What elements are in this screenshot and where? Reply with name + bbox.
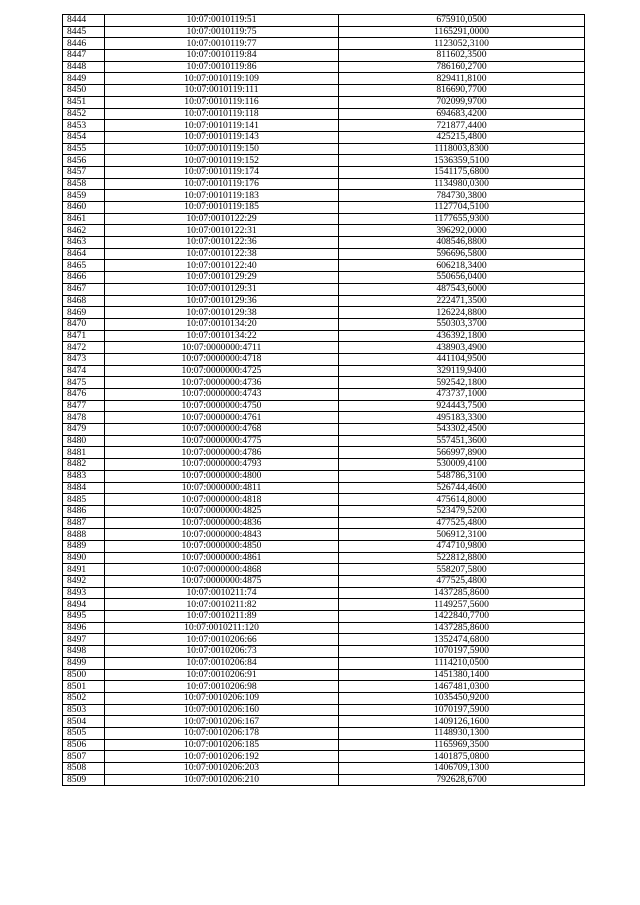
row-number-cell: 8498 [63, 646, 105, 658]
cadastral-number-cell: 10:07:0010206:73 [105, 646, 339, 658]
value-cell: 1035450,9200 [339, 692, 585, 704]
cadastral-number-cell: 10:07:0000000:4743 [105, 389, 339, 401]
value-cell: 1123052,3100 [339, 38, 585, 50]
table-row [63, 540, 585, 552]
row-number-cell: 8505 [63, 727, 105, 739]
cadastral-number-cell: 10:07:0010119:176 [105, 178, 339, 190]
row-number-cell: 8457 [63, 166, 105, 178]
row-number-cell: 8449 [63, 73, 105, 85]
cadastral-number-cell: 10:07:0000000:4868 [105, 564, 339, 576]
table-row [63, 505, 585, 517]
value-cell: 1070197,5900 [339, 704, 585, 716]
cadastral-number-cell: 10:07:0010122:38 [105, 248, 339, 260]
value-cell: 550303,3700 [339, 318, 585, 330]
table-row [63, 73, 585, 85]
cadastral-number-cell: 10:07:0010206:160 [105, 704, 339, 716]
cadastral-number-cell: 10:07:0010119:183 [105, 190, 339, 202]
table-row [63, 517, 585, 529]
row-number-cell: 8451 [63, 96, 105, 108]
cadastral-number-cell: 10:07:0010206:167 [105, 716, 339, 728]
value-cell: 924443,7500 [339, 400, 585, 412]
row-number-cell: 8496 [63, 622, 105, 634]
cadastral-number-cell: 10:07:0010122:29 [105, 213, 339, 225]
table-row [63, 318, 585, 330]
cadastral-number-cell: 10:07:0010129:36 [105, 295, 339, 307]
value-cell: 606218,3400 [339, 260, 585, 272]
row-number-cell: 8509 [63, 774, 105, 786]
cadastral-number-cell: 10:07:0010134:22 [105, 330, 339, 342]
row-number-cell: 8506 [63, 739, 105, 751]
value-cell: 126224,8800 [339, 307, 585, 319]
cadastral-number-cell: 10:07:0010129:29 [105, 272, 339, 284]
row-number-cell: 8455 [63, 143, 105, 155]
value-cell: 557451,3600 [339, 435, 585, 447]
cadastral-number-cell: 10:07:0010211:74 [105, 587, 339, 599]
row-number-cell: 8458 [63, 178, 105, 190]
cadastral-number-cell: 10:07:0010134:20 [105, 318, 339, 330]
row-number-cell: 8493 [63, 587, 105, 599]
table-row [63, 50, 585, 62]
value-cell: 329119,9400 [339, 365, 585, 377]
row-number-cell: 8504 [63, 716, 105, 728]
table-row [63, 564, 585, 576]
value-cell: 675910,0500 [339, 15, 585, 27]
row-number-cell: 8465 [63, 260, 105, 272]
cadastral-number-cell: 10:07:0010122:36 [105, 237, 339, 249]
cadastral-number-cell: 10:07:0010119:152 [105, 155, 339, 167]
row-number-cell: 8478 [63, 412, 105, 424]
row-number-cell: 8494 [63, 599, 105, 611]
row-number-cell: 8495 [63, 611, 105, 623]
table-row [63, 272, 585, 284]
value-cell: 1118003,8300 [339, 143, 585, 155]
cadastral-number-cell: 10:07:0010119:118 [105, 108, 339, 120]
row-number-cell: 8486 [63, 505, 105, 517]
row-number-cell: 8448 [63, 61, 105, 73]
cadastral-number-cell: 10:07:0000000:4843 [105, 529, 339, 541]
table-row [63, 435, 585, 447]
row-number-cell: 8472 [63, 342, 105, 354]
table-row [63, 681, 585, 693]
table-row [63, 26, 585, 38]
cadastral-number-cell: 10:07:0000000:4775 [105, 435, 339, 447]
row-number-cell: 8500 [63, 669, 105, 681]
cadastral-number-cell: 10:07:0010119:109 [105, 73, 339, 85]
value-cell: 1437285,8600 [339, 622, 585, 634]
row-number-cell: 8447 [63, 50, 105, 62]
cadastral-number-cell: 10:07:0000000:4850 [105, 540, 339, 552]
table-row [63, 108, 585, 120]
cadastral-number-cell: 10:07:0010211:82 [105, 599, 339, 611]
value-cell: 1165291,0000 [339, 26, 585, 38]
value-cell: 1114210,0500 [339, 657, 585, 669]
value-cell: 475614,8000 [339, 494, 585, 506]
table-row [63, 213, 585, 225]
cadastral-number-cell: 10:07:0000000:4875 [105, 576, 339, 588]
value-cell: 477525,4800 [339, 576, 585, 588]
table-row [63, 190, 585, 202]
cadastral-number-cell: 10:07:0010119:84 [105, 50, 339, 62]
table-row [63, 283, 585, 295]
table-row [63, 470, 585, 482]
row-number-cell: 8462 [63, 225, 105, 237]
table-row [63, 353, 585, 365]
table-row [63, 751, 585, 763]
table-row [63, 634, 585, 646]
row-number-cell: 8499 [63, 657, 105, 669]
value-cell: 1134980,0300 [339, 178, 585, 190]
cadastral-number-cell: 10:07:0010119:150 [105, 143, 339, 155]
cadastral-number-cell: 10:07:0000000:4786 [105, 447, 339, 459]
table-row [63, 774, 585, 786]
table-row [63, 599, 585, 611]
row-number-cell: 8469 [63, 307, 105, 319]
cadastral-number-cell: 10:07:0010206:84 [105, 657, 339, 669]
value-cell: 1148930,1300 [339, 727, 585, 739]
value-cell: 721877,4400 [339, 120, 585, 132]
table-row [63, 424, 585, 436]
value-cell: 425215,4800 [339, 131, 585, 143]
value-cell: 816690,7700 [339, 85, 585, 97]
value-cell: 1127704,5100 [339, 202, 585, 214]
value-cell: 441104,9500 [339, 353, 585, 365]
table-row [63, 248, 585, 260]
table-row [63, 727, 585, 739]
value-cell: 396292,0000 [339, 225, 585, 237]
table-row [63, 143, 585, 155]
table-row [63, 459, 585, 471]
row-number-cell: 8454 [63, 131, 105, 143]
row-number-cell: 8461 [63, 213, 105, 225]
table-row [63, 389, 585, 401]
cadastral-number-cell: 10:07:0010119:86 [105, 61, 339, 73]
value-cell: 1177655,9300 [339, 213, 585, 225]
table-row [63, 15, 585, 27]
row-number-cell: 8459 [63, 190, 105, 202]
cadastral-number-cell: 10:07:0010129:31 [105, 283, 339, 295]
table-row [63, 529, 585, 541]
value-cell: 786160,2700 [339, 61, 585, 73]
cadastral-number-cell: 10:07:0010206:210 [105, 774, 339, 786]
value-cell: 487543,6000 [339, 283, 585, 295]
cadastral-number-cell: 10:07:0010119:143 [105, 131, 339, 143]
cadastral-number-cell: 10:07:0000000:4836 [105, 517, 339, 529]
cadastral-number-cell: 10:07:0000000:4761 [105, 412, 339, 424]
row-number-cell: 8485 [63, 494, 105, 506]
value-cell: 792628,6700 [339, 774, 585, 786]
value-cell: 1541175,6800 [339, 166, 585, 178]
row-number-cell: 8477 [63, 400, 105, 412]
value-cell: 1070197,5900 [339, 646, 585, 658]
row-number-cell: 8497 [63, 634, 105, 646]
cadastral-number-cell: 10:07:0000000:4793 [105, 459, 339, 471]
value-cell: 438903,4900 [339, 342, 585, 354]
table-row [63, 96, 585, 108]
row-number-cell: 8484 [63, 482, 105, 494]
table-row [63, 716, 585, 728]
cadastral-number-cell: 10:07:0010206:66 [105, 634, 339, 646]
cadastral-value-table [62, 14, 585, 786]
table-row [63, 763, 585, 775]
value-cell: 550656,0400 [339, 272, 585, 284]
value-cell: 1406709,1300 [339, 763, 585, 775]
row-number-cell: 8482 [63, 459, 105, 471]
row-number-cell: 8446 [63, 38, 105, 50]
table-row [63, 412, 585, 424]
value-cell: 526744,4600 [339, 482, 585, 494]
table-row [63, 646, 585, 658]
row-number-cell: 8474 [63, 365, 105, 377]
value-cell: 784730,3800 [339, 190, 585, 202]
value-cell: 222471,3500 [339, 295, 585, 307]
value-cell: 436392,1800 [339, 330, 585, 342]
row-number-cell: 8503 [63, 704, 105, 716]
table-row [63, 494, 585, 506]
cadastral-number-cell: 10:07:0000000:4718 [105, 353, 339, 365]
row-number-cell: 8467 [63, 283, 105, 295]
table-row [63, 447, 585, 459]
cadastral-number-cell: 10:07:0010122:31 [105, 225, 339, 237]
cadastral-number-cell: 10:07:0010211:89 [105, 611, 339, 623]
cadastral-number-cell: 10:07:0010206:98 [105, 681, 339, 693]
row-number-cell: 8489 [63, 540, 105, 552]
table-row [63, 552, 585, 564]
row-number-cell: 8487 [63, 517, 105, 529]
row-number-cell: 8479 [63, 424, 105, 436]
cadastral-number-cell: 10:07:0000000:4725 [105, 365, 339, 377]
table-row [63, 692, 585, 704]
value-cell: 1352474,6800 [339, 634, 585, 646]
cadastral-number-cell: 10:07:0010119:174 [105, 166, 339, 178]
cadastral-number-cell: 10:07:0010119:111 [105, 85, 339, 97]
cadastral-number-cell: 10:07:0010119:77 [105, 38, 339, 50]
value-cell: 477525,4800 [339, 517, 585, 529]
table-row [63, 342, 585, 354]
value-cell: 1409126,1600 [339, 716, 585, 728]
row-number-cell: 8481 [63, 447, 105, 459]
table-row [63, 377, 585, 389]
row-number-cell: 8456 [63, 155, 105, 167]
value-cell: 473737,1000 [339, 389, 585, 401]
cadastral-number-cell: 10:07:0000000:4736 [105, 377, 339, 389]
table-row [63, 704, 585, 716]
row-number-cell: 8475 [63, 377, 105, 389]
cadastral-number-cell: 10:07:0010206:178 [105, 727, 339, 739]
row-number-cell: 8450 [63, 85, 105, 97]
cadastral-number-cell: 10:07:0010206:109 [105, 692, 339, 704]
row-number-cell: 8507 [63, 751, 105, 763]
value-cell: 522812,8800 [339, 552, 585, 564]
value-cell: 1149257,5600 [339, 599, 585, 611]
row-number-cell: 8483 [63, 470, 105, 482]
cadastral-number-cell: 10:07:0000000:4800 [105, 470, 339, 482]
cadastral-number-cell: 10:07:0010119:141 [105, 120, 339, 132]
cadastral-number-cell: 10:07:0010206:203 [105, 763, 339, 775]
cadastral-number-cell: 10:07:0000000:4818 [105, 494, 339, 506]
value-cell: 829411,8100 [339, 73, 585, 85]
value-cell: 1451380,1400 [339, 669, 585, 681]
value-cell: 811602,3500 [339, 50, 585, 62]
row-number-cell: 8473 [63, 353, 105, 365]
table-row [63, 669, 585, 681]
table-row [63, 295, 585, 307]
table-row [63, 482, 585, 494]
value-cell: 702099,9700 [339, 96, 585, 108]
row-number-cell: 8445 [63, 26, 105, 38]
table-row [63, 365, 585, 377]
cadastral-number-cell: 10:07:0010119:185 [105, 202, 339, 214]
value-cell: 1437285,8600 [339, 587, 585, 599]
cadastral-number-cell: 10:07:0010122:40 [105, 260, 339, 272]
row-number-cell: 8444 [63, 15, 105, 27]
table-row [63, 611, 585, 623]
table-row [63, 155, 585, 167]
cadastral-number-cell: 10:07:0000000:4750 [105, 400, 339, 412]
table-row [63, 61, 585, 73]
row-number-cell: 8502 [63, 692, 105, 704]
cadastral-number-cell: 10:07:0010119:116 [105, 96, 339, 108]
value-cell: 694683,4200 [339, 108, 585, 120]
row-number-cell: 8470 [63, 318, 105, 330]
row-number-cell: 8471 [63, 330, 105, 342]
row-number-cell: 8466 [63, 272, 105, 284]
row-number-cell: 8468 [63, 295, 105, 307]
row-number-cell: 8464 [63, 248, 105, 260]
table-row [63, 330, 585, 342]
value-cell: 408546,8800 [339, 237, 585, 249]
cadastral-number-cell: 10:07:0000000:4825 [105, 505, 339, 517]
cadastral-number-cell: 10:07:0000000:4768 [105, 424, 339, 436]
row-number-cell: 8488 [63, 529, 105, 541]
row-number-cell: 8492 [63, 576, 105, 588]
value-cell: 1165969,3500 [339, 739, 585, 751]
table-row [63, 739, 585, 751]
table-row [63, 166, 585, 178]
value-cell: 592542,1800 [339, 377, 585, 389]
cadastral-number-cell: 10:07:0010119:75 [105, 26, 339, 38]
value-cell: 523479,5200 [339, 505, 585, 517]
cadastral-number-cell: 10:07:0010129:38 [105, 307, 339, 319]
cadastral-number-cell: 10:07:0010206:91 [105, 669, 339, 681]
cadastral-number-cell: 10:07:0010206:185 [105, 739, 339, 751]
table-row [63, 178, 585, 190]
value-cell: 506912,3100 [339, 529, 585, 541]
table-row [63, 622, 585, 634]
row-number-cell: 8460 [63, 202, 105, 214]
row-number-cell: 8453 [63, 120, 105, 132]
table-row [63, 260, 585, 272]
table-row [63, 657, 585, 669]
row-number-cell: 8463 [63, 237, 105, 249]
row-number-cell: 8491 [63, 564, 105, 576]
table-row [63, 237, 585, 249]
table-row [63, 225, 585, 237]
value-cell: 558207,5800 [339, 564, 585, 576]
table-row [63, 307, 585, 319]
table-row [63, 85, 585, 97]
value-cell: 566997,8900 [339, 447, 585, 459]
table-body [63, 15, 585, 786]
row-number-cell: 8452 [63, 108, 105, 120]
cadastral-number-cell: 10:07:0000000:4861 [105, 552, 339, 564]
table-row [63, 120, 585, 132]
cadastral-number-cell: 10:07:0010206:192 [105, 751, 339, 763]
table-row [63, 587, 585, 599]
value-cell: 543302,4500 [339, 424, 585, 436]
row-number-cell: 8508 [63, 763, 105, 775]
value-cell: 1467481,0300 [339, 681, 585, 693]
table-row [63, 131, 585, 143]
row-number-cell: 8501 [63, 681, 105, 693]
value-cell: 1536359,5100 [339, 155, 585, 167]
value-cell: 1422840,7700 [339, 611, 585, 623]
value-cell: 474710,9800 [339, 540, 585, 552]
cadastral-number-cell: 10:07:0000000:4711 [105, 342, 339, 354]
cadastral-number-cell: 10:07:0010119:51 [105, 15, 339, 27]
value-cell: 495183,3300 [339, 412, 585, 424]
row-number-cell: 8480 [63, 435, 105, 447]
cadastral-number-cell: 10:07:0010211:120 [105, 622, 339, 634]
table-row [63, 576, 585, 588]
row-number-cell: 8490 [63, 552, 105, 564]
cadastral-number-cell: 10:07:0000000:4811 [105, 482, 339, 494]
table-row [63, 400, 585, 412]
table-row [63, 38, 585, 50]
value-cell: 596696,5800 [339, 248, 585, 260]
table-row [63, 202, 585, 214]
row-number-cell: 8476 [63, 389, 105, 401]
value-cell: 530009,4100 [339, 459, 585, 471]
value-cell: 548786,3100 [339, 470, 585, 482]
value-cell: 1401875,0800 [339, 751, 585, 763]
